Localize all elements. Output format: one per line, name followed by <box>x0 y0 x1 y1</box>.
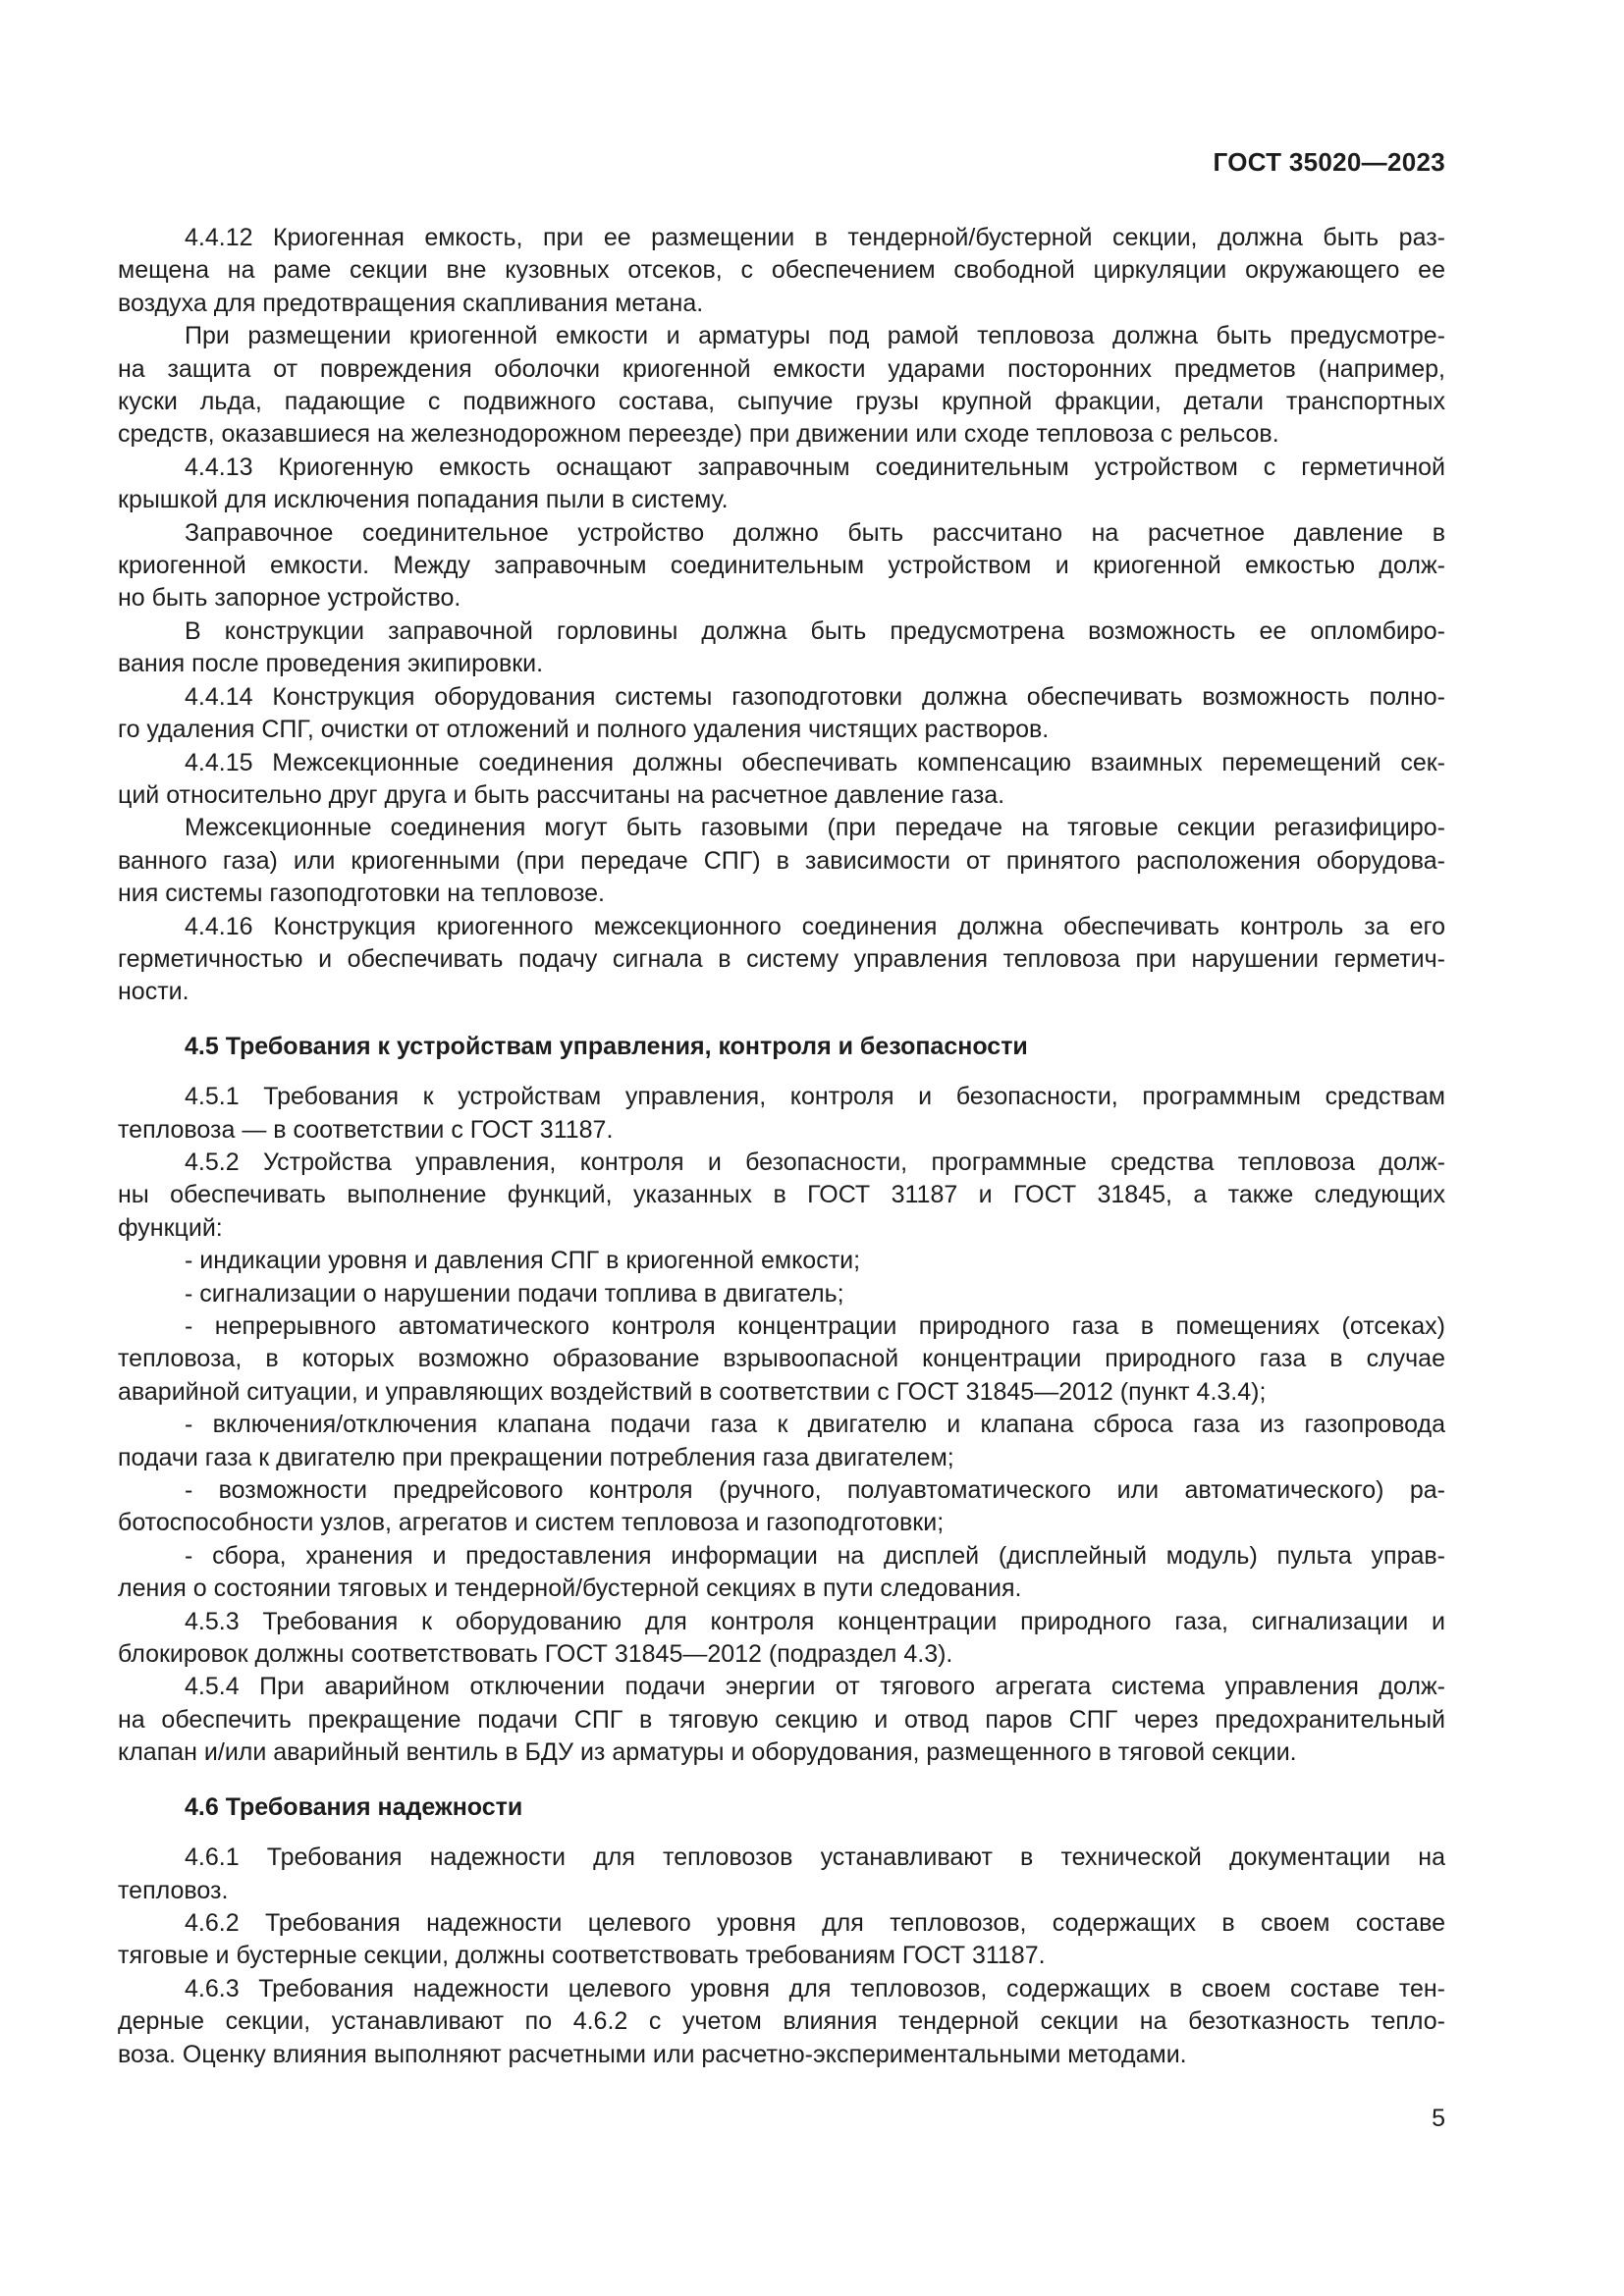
text-line: клапан и/или аварийный вентиль в БДУ из арматуры и оборудования, размещенного в тяговой секции. <box>118 1738 1297 1767</box>
text-line: ций относительно друг друга и быть рассчитаны на расчетное давление газа. <box>118 780 1005 809</box>
paragraph <box>118 1147 1445 1245</box>
text-line: 4.4.12 Криогенная емкость, при ее размещении в тендерной/бустерной секции, должна быть раз- <box>185 224 1445 251</box>
text-line: на обеспечить прекращение подачи СПГ в тяговую секцию и отвод паров СПГ через предохранительный <box>118 1705 1445 1734</box>
text-line: воза. Оценку влияния выполняют расчетными или расчетно-экспериментальными методами. <box>118 2040 1187 2068</box>
paragraph <box>118 1409 1445 1474</box>
paragraph <box>118 1278 1445 1310</box>
text-line: ванного газа) или криогенными (при передаче СПГ) в зависимости от принятого расположения оборудова- <box>118 846 1445 875</box>
paragraph <box>118 517 1445 615</box>
text-line: ления о состоянии тяговых и тендерной/бустерной секциях в пути следования. <box>118 1575 1022 1603</box>
text-line: 4.6.3 Требования надежности целевого уровня для тепловозов, содержащих в своем составе тен- <box>185 1974 1445 2002</box>
paragraph <box>118 1081 1445 1147</box>
page-number: 5 <box>1432 2105 1445 2132</box>
text-line: - включения/отключения клапана подачи газа к двигателю и клапана сброса газа из газопровода <box>185 1411 1445 1439</box>
paragraph <box>118 1310 1445 1409</box>
paragraph <box>118 911 1445 1009</box>
text-line: воздуха для предотвращения скапливания метана. <box>118 289 704 317</box>
text-line: ности. <box>118 978 189 1006</box>
text-line: подачи газа к двигателю при прекращении потребления газа двигателем; <box>118 1443 954 1471</box>
section-heading: 4.6 Требования надежности <box>185 1792 523 1821</box>
text-line: блокировок должны соответствовать ГОСТ 31845—2012 (подраздел 4.3). <box>118 1640 953 1669</box>
text-line: 4.4.15 Межсекционные соединения должны обеспечивать компенсацию взаимных перемещений сек- <box>185 748 1445 776</box>
text-line: 4.6.2 Требования надежности целевого уровня для тепловозов, содержащих в своем составе <box>185 1908 1445 1937</box>
text-line: куски льда, падающие с подвижного состава, сыпучие грузы крупной фракции, детали транспортных <box>118 388 1445 416</box>
paragraph <box>118 1907 1445 1973</box>
text-line: ния системы газоподготовки на тепловозе. <box>118 880 605 908</box>
text-line: - индикации уровня и давления СПГ в криогенной емкости; <box>185 1247 861 1275</box>
paragraph <box>118 1474 1445 1540</box>
text-line: При размещении криогенной емкости и арматуры под рамой тепловоза должна быть предусмотре- <box>185 322 1445 350</box>
paragraph <box>118 452 1445 517</box>
text-line: В конструкции заправочной горловины должна быть предусмотрена возможность ее опломбиро- <box>185 616 1445 645</box>
section-heading: 4.5 Требования к устройствам управления, контроля и безопасности <box>185 1032 1028 1060</box>
text-line: но быть запорное устройство. <box>118 584 461 613</box>
text-line: - непрерывного автоматического контроля концентрации природного газа в помещениях (отсеках) <box>185 1312 1445 1340</box>
text-line: тяговые и бустерные секции, должны соответствовать требованиям ГОСТ 31187. <box>118 1942 1046 1970</box>
text-line: 4.5.2 Устройства управления, контроля и безопасности, программные средства тепловоза долж- <box>185 1148 1445 1176</box>
paragraph <box>118 222 1445 320</box>
paragraph <box>118 1245 1445 1277</box>
text-line: дерные секции, устанавливают по 4.6.2 с учетом влияния тендерной секции на безотказность тепло- <box>118 2007 1445 2036</box>
paragraph <box>118 320 1445 452</box>
text-line: 4.5.4 При аварийном отключении подачи энергии от тягового агрегата система управления долж- <box>185 1673 1445 1701</box>
standard-code: ГОСТ 35020—2023 <box>1213 147 1445 177</box>
text-line: Межсекционные соединения могут быть газовыми (при передаче на тяговые секции регазифициро- <box>185 814 1445 842</box>
text-line: аварийной ситуации, и управляющих воздействий в соответствии с ГОСТ 31845—2012 (пункт 4.3.4); <box>118 1377 1267 1406</box>
paragraph <box>118 1540 1445 1606</box>
text-line: ботоспособности узлов, агрегатов и систем тепловоза и газоподготовки; <box>118 1509 945 1537</box>
text-line: средств, оказавшиеся на железнодорожном переезде) при движении или сходе тепловоза с рельсов. <box>118 420 1279 449</box>
text-line: Заправочное соединительное устройство должно быть рассчитано на расчетное давление в <box>185 518 1445 547</box>
text-line: 4.5.3 Требования к оборудованию для контроля концентрации природного газа, сигнализации и <box>185 1607 1445 1635</box>
text-line: 4.4.14 Конструкция оборудования системы газоподготовки должна обеспечивать возможность полно- <box>185 682 1445 711</box>
text-line: 4.4.13 Криогенную емкость оснащают заправочным соединительным устройством с герметичной <box>185 453 1445 481</box>
text-line: - сбора, хранения и предоставления информации на дисплей (дисплейный модуль) пульта управ- <box>185 1541 1445 1570</box>
paragraph <box>118 747 1445 813</box>
text-line: мещена на раме секции вне кузовных отсеков, с обеспечением свободной циркуляции окружающего ее <box>118 256 1445 285</box>
text-line: тепловоз. <box>118 1876 229 1904</box>
text-line: крышкой для исключения попадания пыли в систему. <box>118 486 729 514</box>
text-line: функций: <box>118 1213 223 1242</box>
text-line: 4.4.16 Конструкция криогенного межсекционного соединения должна обеспечивать контроль за его <box>185 912 1445 940</box>
paragraph <box>118 1973 1445 2071</box>
document-body <box>118 222 1445 2071</box>
text-line: 4.6.1 Требования надежности для тепловозов устанавливают в технической документации на <box>185 1843 1445 1872</box>
paragraph <box>118 1671 1445 1769</box>
paragraph <box>118 1842 1445 1907</box>
text-line: го удаления СПГ, очистки от отложений и полного удаления чистящих растворов. <box>118 716 1050 744</box>
text-line: вания после проведения экипировки. <box>118 650 544 678</box>
paragraph <box>118 1606 1445 1672</box>
text-line: - возможности предрейсового контроля (ручного, полуавтоматического или автоматического) ра- <box>185 1476 1445 1505</box>
text-line: - сигнализации о нарушении подачи топлива в двигатель; <box>185 1279 844 1308</box>
text-line: криогенной емкости. Между заправочным соединительным устройством и криогенной емкостью долж- <box>118 552 1445 580</box>
paragraph <box>118 615 1445 681</box>
paragraph <box>118 812 1445 910</box>
paragraph <box>118 681 1445 747</box>
text-line: на защита от повреждения оболочки криогенной емкости ударами посторонних предметов (например, <box>118 354 1445 383</box>
text-line: ны обеспечивать выполнение функций, указанных в ГОСТ 31187 и ГОСТ 31845, а также следующих <box>118 1181 1445 1209</box>
text-line: тепловоза, в которых возможно образование взрывоопасной концентрации природного газа в случае <box>118 1345 1445 1373</box>
text-line: тепловоза — в соответствии с ГОСТ 31187. <box>118 1115 614 1144</box>
text-line: герметичностью и обеспечивать подачу сигнала в систему управления тепловоза при нарушении герметич- <box>118 944 1445 973</box>
text-line: 4.5.1 Требования к устройствам управления, контроля и безопасности, программным средствам <box>185 1083 1445 1111</box>
